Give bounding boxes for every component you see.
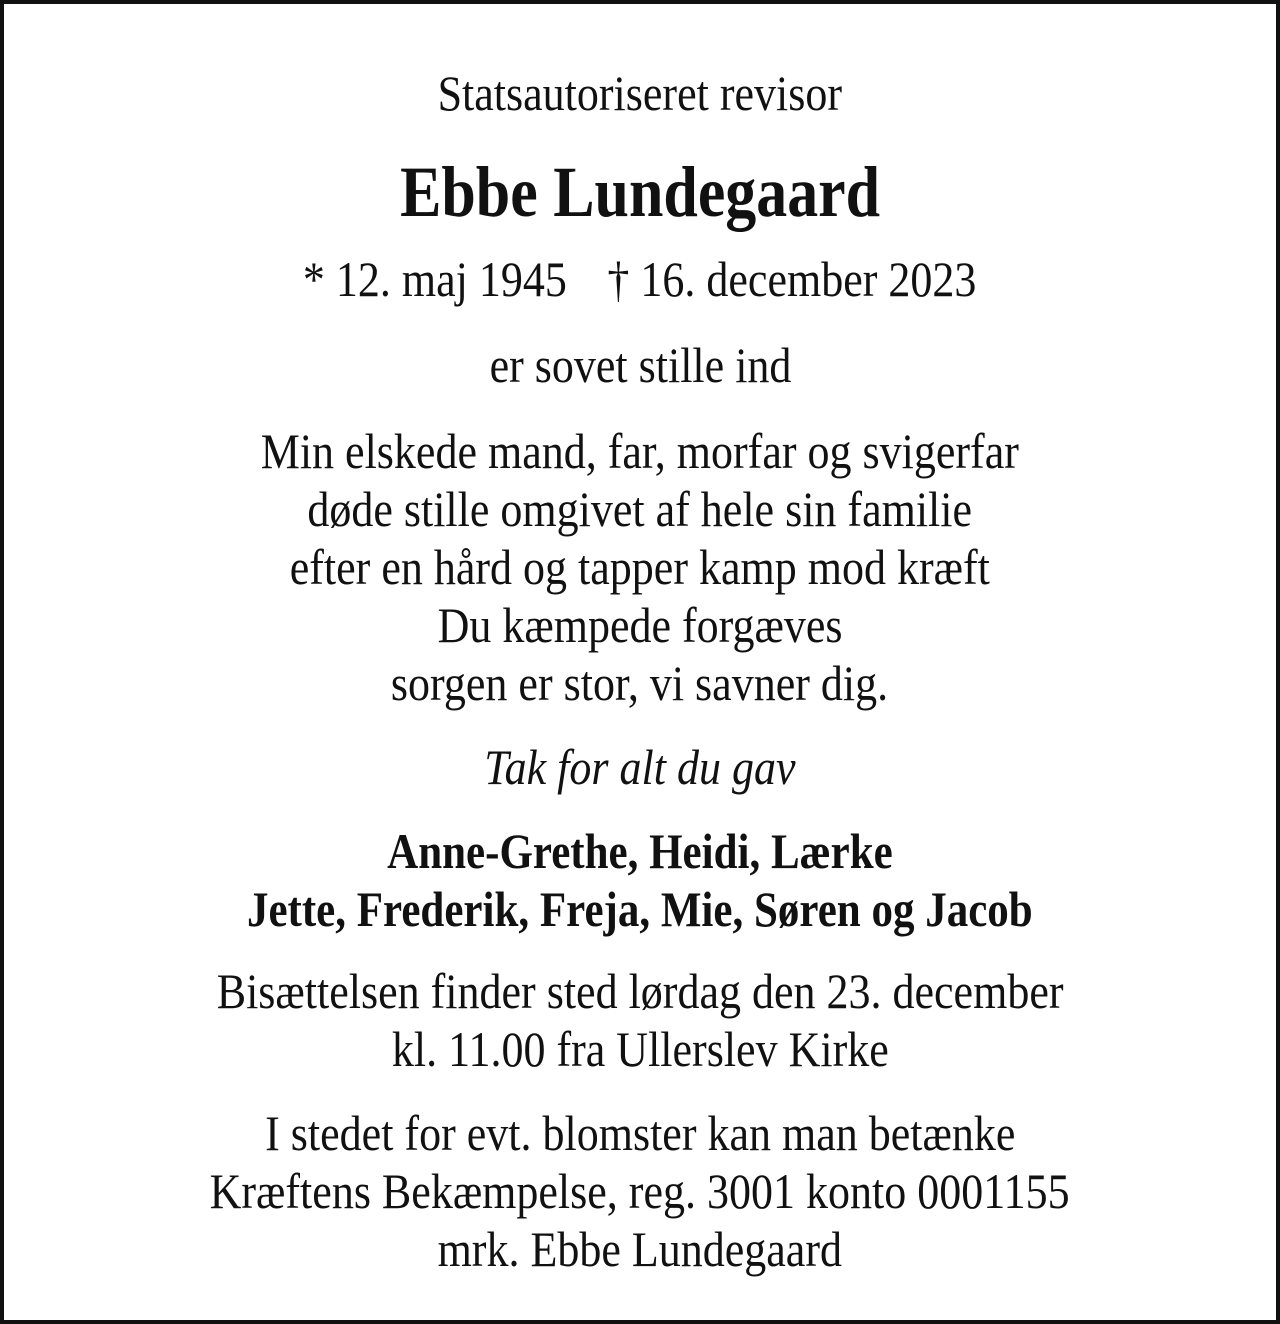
dagger-icon: † (607, 251, 630, 307)
death-date: 16. december 2023 (640, 251, 977, 307)
donation-line: Kræftens Bekæmpelse, reg. 3001 konto 0001155 (210, 1163, 1070, 1219)
life-dates (4, 251, 1276, 307)
profession-title: Statsautoriseret revisor (437, 65, 843, 121)
message-line: efter en hård og tapper kamp mod kræft (289, 539, 991, 595)
donation-line: mrk. Ebbe Lundegaard (437, 1221, 843, 1277)
funeral-line: Bisættelsen finder sted lørdag den 23. december (216, 963, 1064, 1019)
message-line: sorgen er stor, vi savner dig. (391, 655, 889, 711)
birth-star-icon: * (303, 251, 326, 307)
message-line: døde stille omgivet af hele sin familie (307, 481, 973, 537)
deceased-name: Ebbe Lundegaard (399, 152, 881, 232)
message-line: Min elskede mand, far, morfar og svigerfar (260, 423, 1020, 479)
passed-phrase: er sovet stille ind (489, 337, 791, 393)
funeral-line: kl. 11.00 fra Ullerslev Kirke (391, 1021, 889, 1077)
thanks-phrase: Tak for alt du gav (484, 739, 796, 795)
family-line: Anne-Grethe, Heidi, Lærke (387, 823, 893, 879)
family-line: Jette, Frederik, Freja, Mie, Søren og Jacob (247, 881, 1033, 937)
birth-date: 12. maj 1945 (336, 251, 568, 307)
message-line: Du kæmpede forgæves (437, 597, 843, 653)
donation-line: I stedet for evt. blomster kan man betænke (264, 1105, 1016, 1161)
